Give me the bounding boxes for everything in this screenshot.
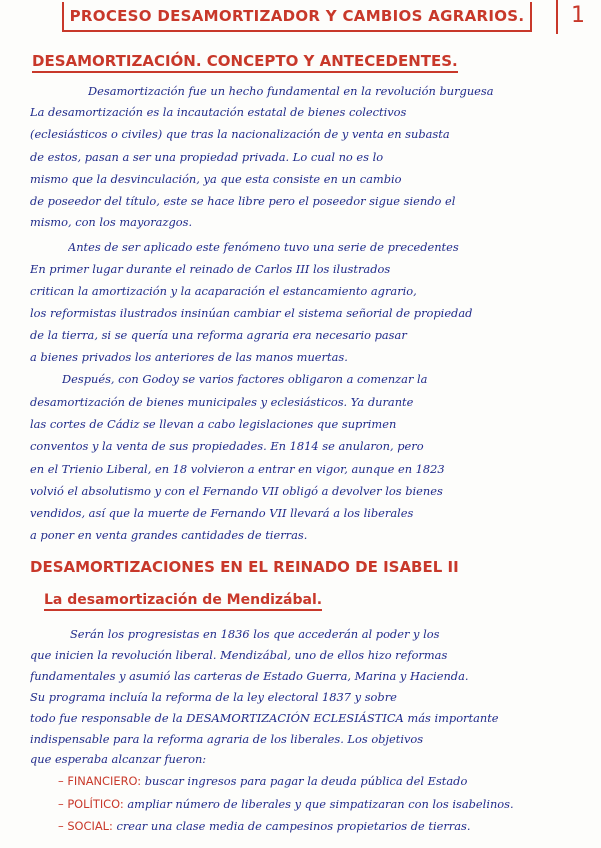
text-line: volvió el absolutismo y con el Fernando VII obligó a devolver los bienes — [30, 484, 443, 498]
bullet-politico — [58, 797, 593, 813]
text-line: las cortes de Cádiz se llevan a cabo legislaciones que suprimen — [30, 417, 397, 431]
bullet-social — [58, 819, 593, 835]
text-line: mismo, con los mayorazgos. — [30, 215, 193, 229]
text-line: desamortización de bienes municipales y eclesiásticos. Ya durante — [30, 395, 414, 409]
text-line: critican la amortización y la acaparación el estancamiento agrario, — [30, 284, 417, 298]
bullet-label: – POLÍTICO: — [58, 797, 124, 811]
text-line: (eclesiásticos o civiles) que tras la nacionalización de y venta en subasta — [30, 127, 450, 141]
page-header-title: PROCESO DESAMORTIZADOR Y CAMBIOS AGRARIOS. — [62, 2, 532, 32]
text-line: indispensable para la reforma agraria de los liberales. Los objetivos — [30, 732, 424, 746]
bullet-label: – FINANCIERO: — [58, 774, 142, 788]
section-title-concepto: DESAMORTIZACIÓN. CONCEPTO Y ANTECEDENTES. — [32, 52, 458, 73]
text-line: los reformistas ilustrados insinúan cambiar el sistema señorial de propiedad — [30, 306, 473, 320]
text-line: La desamortización es la incautación estatal de bienes colectivos — [30, 105, 407, 119]
text-line: todo fue responsable de la DESAMORTIZACIÓN ECLESIÁSTICA más importante — [30, 711, 499, 725]
bullet-text: buscar ingresos para pagar la deuda pública del Estado — [144, 774, 468, 788]
page-number: 1 — [556, 0, 598, 34]
text-line: Desamortización fue un hecho fundamental en la revolución burguesa — [88, 84, 494, 98]
bullet-text: crear una clase media de campesinos propietarios de tierras. — [116, 819, 471, 833]
bullet-text: ampliar número de liberales y que simpatizaran con los isabelinos. — [127, 797, 514, 811]
text-line: de la tierra, si se quería una reforma agraria era necesario pasar — [30, 328, 407, 342]
text-line: a poner en venta grandes cantidades de tierras. — [30, 528, 308, 542]
text-line: que esperaba alcanzar fueron: — [30, 752, 207, 766]
text-line: Su programa incluía la reforma de la ley electoral 1837 y sobre — [30, 690, 397, 704]
text-line: vendidos, así que la muerte de Fernando VII llevará a los liberales — [30, 506, 414, 520]
text-line: fundamentales y asumió las carteras de Estado Guerra, Marina y Hacienda. — [30, 669, 469, 683]
text-line: que inicien la revolución liberal. Mendizábal, uno de ellos hizo reformas — [30, 648, 448, 662]
text-line: a bienes privados los anteriores de las manos muertas. — [30, 350, 348, 364]
text-line: en el Trienio Liberal, en 18 volvieron a entrar en vigor, aunque en 1823 — [30, 462, 445, 476]
section-title-isabel: DESAMORTIZACIONES EN EL REINADO DE ISABEL II — [30, 558, 459, 576]
text-line: Serán los progresistas en 1836 los que accederán al poder y los — [70, 627, 440, 641]
subsection-title-mendizabal: La desamortización de Mendizábal. — [44, 592, 322, 611]
bullet-financiero — [58, 774, 593, 790]
text-line: En primer lugar durante el reinado de Carlos III los ilustrados — [30, 262, 391, 276]
text-line: de poseedor del título, este se hace libre pero el poseedor sigue siendo el — [30, 194, 456, 208]
text-line: mismo que la desvinculación, ya que esta consiste en un cambio — [30, 172, 402, 186]
text-line: de estos, pasan a ser una propiedad privada. Lo cual no es lo — [30, 150, 384, 164]
bullet-label: – SOCIAL: — [58, 819, 113, 833]
text-line: conventos y la venta de sus propiedades. En 1814 se anularon, pero — [30, 439, 424, 453]
text-line: Antes de ser aplicado este fenómeno tuvo una serie de precedentes — [68, 240, 459, 254]
text-line: Después, con Godoy se varios factores obligaron a comenzar la — [62, 372, 428, 386]
